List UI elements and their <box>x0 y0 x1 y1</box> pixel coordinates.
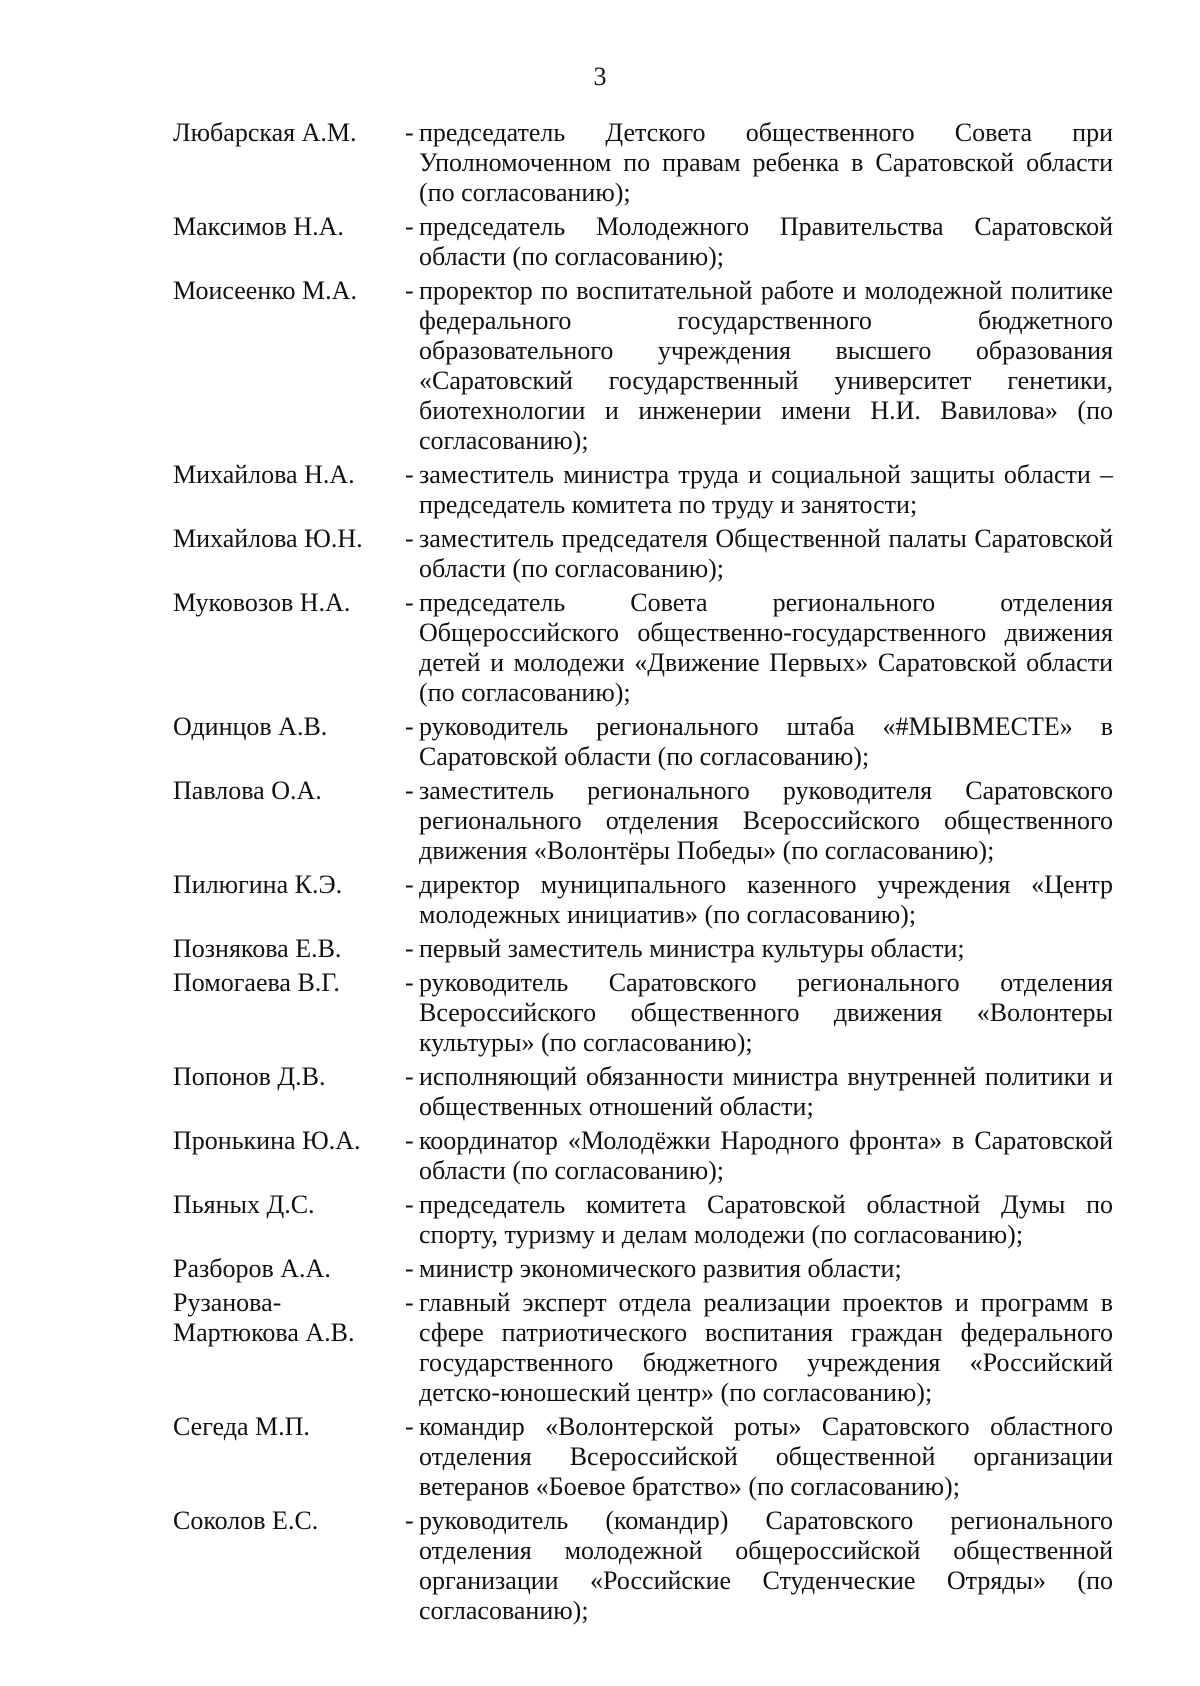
member-position <box>405 276 1113 456</box>
member-name: Разборов А.А. <box>173 1254 331 1283</box>
member-position-text: директор муниципального казенного учреждения «Центр молодежных инициатив» (по согласованию); <box>419 870 1113 929</box>
member-name: Попонов Д.В. <box>173 1062 326 1091</box>
dash-marker: - <box>405 212 414 241</box>
member-position <box>405 524 1113 584</box>
member-position-text: главный эксперт отдела реализации проектов и программ в сфере патриотического воспитания граждан федерального государственного бюджетного учреждения «Российский детско-юношеский центр» (по согласованию); <box>419 1288 1113 1407</box>
member-name: Михайлова Ю.Н. <box>173 524 363 553</box>
member-entry <box>173 712 1113 772</box>
dash-marker: - <box>405 1412 414 1441</box>
member-position <box>405 460 1113 520</box>
member-position-text: заместитель регионального руководителя Саратовского регионального отделения Всероссийского общественного движения «Волонтёры Победы» (по согласованию); <box>419 776 1113 865</box>
member-position <box>405 212 1113 272</box>
member-position <box>405 1254 1113 1284</box>
dash-marker: - <box>405 712 414 741</box>
member-entry <box>173 212 1113 272</box>
dash-marker: - <box>405 276 414 305</box>
member-position-text: первый заместитель министра культуры области; <box>419 934 965 963</box>
member-position-text: руководитель Саратовского регионального отделения Всероссийского общественного движения «Волонтеры культуры» (по согласованию); <box>419 968 1113 1057</box>
dash-marker: - <box>405 968 414 997</box>
member-entry <box>173 1254 1113 1284</box>
member-entry <box>173 1190 1113 1250</box>
member-name: Соколов Е.С. <box>173 1506 319 1535</box>
member-position <box>405 968 1113 1058</box>
member-position <box>405 1506 1113 1626</box>
dash-marker: - <box>405 588 414 617</box>
member-position-text: заместитель министра труда и социальной защиты области – председатель комитета по труду и занятости; <box>419 460 1113 519</box>
member-entry <box>173 588 1113 708</box>
member-list <box>173 118 1113 1630</box>
member-entry <box>173 1288 1113 1408</box>
member-position-text: руководитель регионального штаба «#МЫВМЕСТЕ» в Саратовской области (по согласованию); <box>419 712 1113 771</box>
member-entry <box>173 776 1113 866</box>
member-name: Пьяных Д.С. <box>173 1190 315 1219</box>
page-number: 3 <box>593 62 607 91</box>
member-entry <box>173 1412 1113 1502</box>
member-position <box>405 1190 1113 1250</box>
dash-marker: - <box>405 776 414 805</box>
member-position <box>405 1126 1113 1186</box>
member-name: Сегеда М.П. <box>173 1412 310 1441</box>
member-position-text: министр экономического развития области; <box>419 1254 902 1283</box>
member-position <box>405 870 1113 930</box>
member-position-text: исполняющий обязанности министра внутренней политики и общественных отношений области; <box>419 1062 1113 1121</box>
dash-marker: - <box>405 1126 414 1155</box>
member-position-text: председатель комитета Саратовской областной Думы по спорту, туризму и делам молодежи (по согласованию); <box>419 1190 1113 1249</box>
member-entry <box>173 934 1113 964</box>
dash-marker: - <box>405 870 414 899</box>
dash-marker: - <box>405 1190 414 1219</box>
dash-marker: - <box>405 118 414 147</box>
member-name: Михайлова Н.А. <box>173 460 355 489</box>
member-entry <box>173 460 1113 520</box>
member-entry <box>173 1506 1113 1626</box>
member-position <box>405 118 1113 208</box>
member-name: Пилюгина К.Э. <box>173 870 343 899</box>
member-entry <box>173 1126 1113 1186</box>
member-name: Познякова Е.В. <box>173 934 342 963</box>
member-position-text: председатель Молодежного Правительства Саратовской области (по согласованию); <box>419 212 1113 271</box>
member-name: Павлова О.А. <box>173 776 322 805</box>
member-entry <box>173 870 1113 930</box>
member-position <box>405 588 1113 708</box>
dash-marker: - <box>405 1062 414 1091</box>
member-position-text: руководитель (командир) Саратовского регионального отделения молодежной общероссийской общественной организации «Российские Студенческие Отряды» (по согласованию); <box>419 1506 1113 1625</box>
member-name: Одинцов А.В. <box>173 712 328 741</box>
member-position <box>405 776 1113 866</box>
member-position-text: заместитель председателя Общественной палаты Саратовской области (по согласованию); <box>419 524 1113 583</box>
member-name: Любарская А.М. <box>173 118 357 147</box>
member-name: Помогаева В.Г. <box>173 968 340 997</box>
member-position <box>405 934 1113 964</box>
member-name: Рузанова- Мартюкова А.В. <box>173 1288 355 1347</box>
dash-marker: - <box>405 460 414 489</box>
member-position-text: координатор «Молодёжки Народного фронта» в Саратовской области (по согласованию); <box>419 1126 1113 1185</box>
member-name: Максимов Н.А. <box>173 212 344 241</box>
member-entry <box>173 1062 1113 1122</box>
member-name: Пронькина Ю.А. <box>173 1126 361 1155</box>
dash-marker: - <box>405 934 414 963</box>
member-entry <box>173 276 1113 456</box>
dash-marker: - <box>405 1506 414 1535</box>
member-position-text: командир «Волонтерской роты» Саратовского областного отделения Всероссийской общественной организации ветеранов «Боевое братство» (по согласованию); <box>419 1412 1113 1501</box>
member-name: Муковозов Н.А. <box>173 588 351 617</box>
member-entry <box>173 968 1113 1058</box>
dash-marker: - <box>405 524 414 553</box>
member-position <box>405 1412 1113 1502</box>
dash-marker: - <box>405 1288 414 1317</box>
member-entry <box>173 118 1113 208</box>
member-entry <box>173 524 1113 584</box>
member-position <box>405 712 1113 772</box>
member-position-text: председатель Совета регионального отделения Общероссийского общественно-государственного движения детей и молодежи «Движение Первых» Саратовской области (по согласованию); <box>419 588 1113 707</box>
member-position-text: проректор по воспитательной работе и молодежной политике федерального государственного бюджетного образовательного учреждения высшего образования «Саратовский государственный университет генетики, биотехнологии и инженерии имени Н.И. Вавилова» (по согласованию); <box>419 276 1113 455</box>
member-position-text: председатель Детского общественного Совета при Уполномоченном по правам ребенка в Саратовской области (по согласованию); <box>419 118 1113 207</box>
member-position <box>405 1288 1113 1408</box>
dash-marker: - <box>405 1254 414 1283</box>
member-name: Моисеенко М.А. <box>173 276 357 305</box>
member-position <box>405 1062 1113 1122</box>
